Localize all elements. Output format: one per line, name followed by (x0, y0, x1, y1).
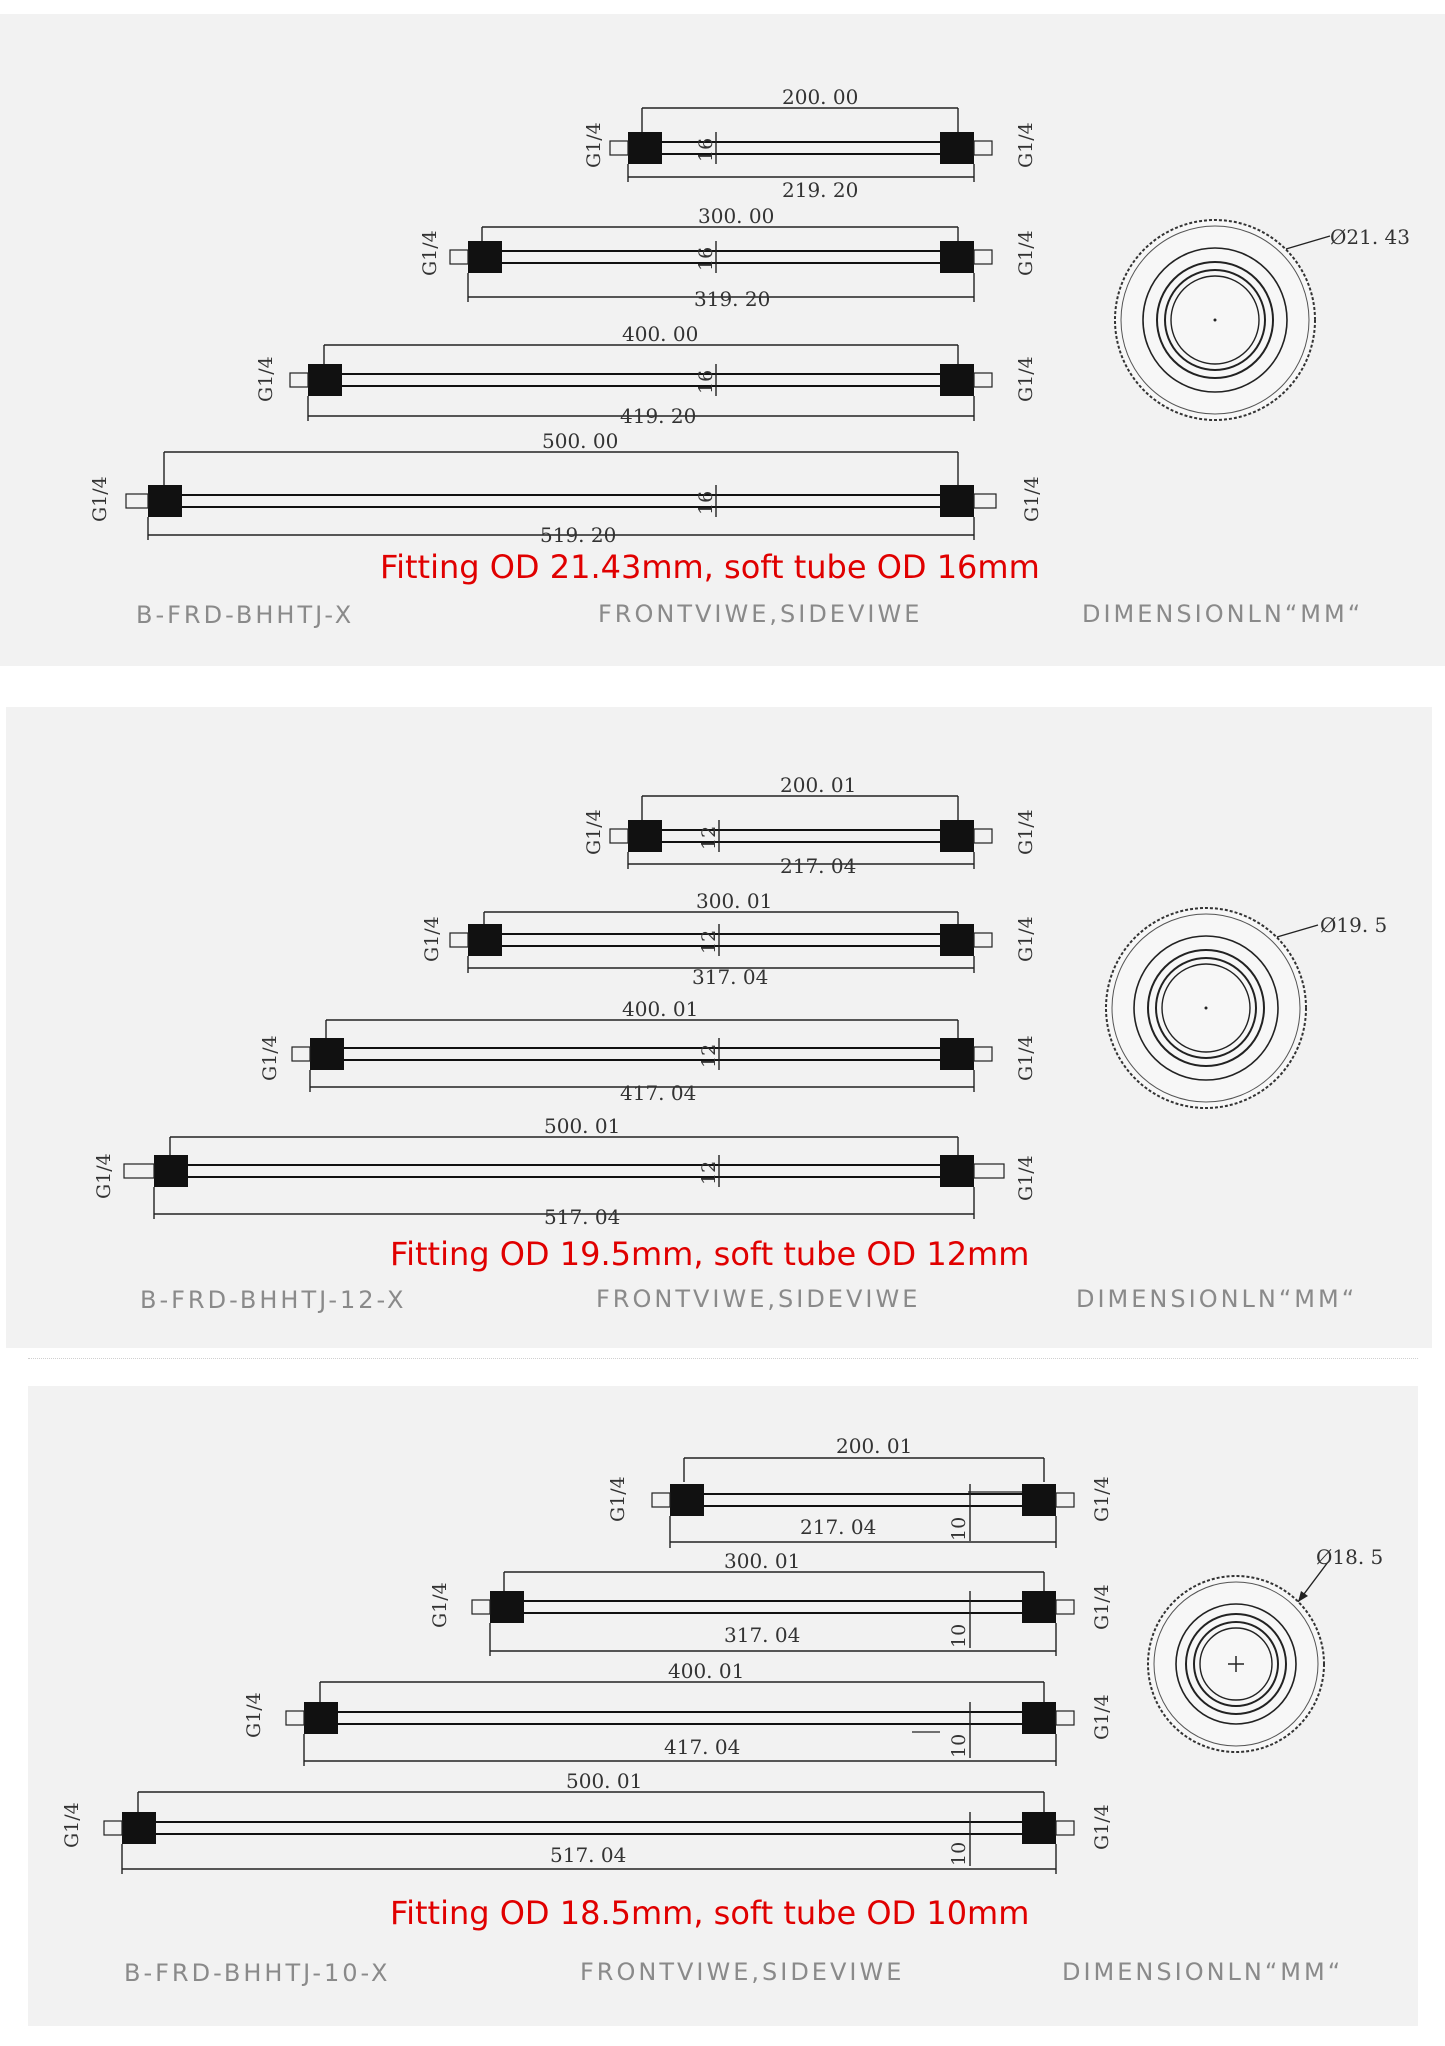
tube-od-dim: 10 (948, 1841, 970, 1866)
thread-left-label: G1/4 (583, 122, 605, 168)
tube-200 (583, 773, 1037, 878)
view-label: FRONTVIWE,SIDEVIWE (596, 1285, 921, 1313)
length-dim: 200. 01 (780, 773, 857, 797)
right-fitting (1022, 1591, 1056, 1623)
right-fitting (940, 485, 974, 517)
tube-drawings (89, 85, 1043, 547)
tube-500 (93, 1114, 1037, 1229)
tube-od-dim: 16 (695, 490, 717, 515)
thread-right-label: G1/4 (1091, 1694, 1113, 1740)
thread-left-label: G1/4 (607, 1476, 629, 1522)
unit-label: DIMENSIONLN“MM“ (1062, 1958, 1344, 1986)
thread-left-label: G1/4 (259, 1035, 281, 1081)
length-dim: 300. 00 (698, 204, 775, 228)
length-dim: 500. 00 (542, 429, 619, 453)
spec-caption: Fitting OD 21.43mm, soft tube OD 16mm (380, 548, 1040, 586)
spec-caption: Fitting OD 19.5mm, soft tube OD 12mm (390, 1235, 1030, 1273)
left-fitting (154, 1155, 188, 1187)
total-dim: 517. 04 (550, 1843, 627, 1867)
left-fitting (148, 485, 182, 517)
tube-od-dim: 16 (695, 369, 717, 394)
thread-right-label: G1/4 (1091, 1584, 1113, 1630)
total-dim: 519. 20 (540, 523, 617, 547)
diameter-dim: Ø18. 5 (1316, 1545, 1384, 1569)
left-fitting (308, 364, 342, 396)
right-fitting (940, 924, 974, 956)
length-dim: 400. 01 (668, 1659, 745, 1683)
total-dim: 217. 04 (780, 854, 857, 878)
right-fitting (940, 364, 974, 396)
tube-od-dim: 10 (948, 1733, 970, 1758)
diameter-dim: Ø21. 43 (1330, 225, 1411, 249)
right-fitting (940, 241, 974, 273)
tube-400 (243, 1659, 1113, 1766)
length-dim: 300. 01 (724, 1549, 801, 1573)
thread-left-label: G1/4 (419, 230, 441, 276)
right-fitting (940, 820, 974, 852)
thread-left-label: G1/4 (583, 809, 605, 855)
tube-od-dim: 12 (698, 1043, 720, 1068)
length-dim: 400. 01 (622, 997, 699, 1021)
tube-drawings (93, 773, 1037, 1229)
left-fitting (468, 924, 502, 956)
length-dim: 500. 01 (544, 1114, 621, 1138)
left-fitting (468, 241, 502, 273)
length-dim: 300. 01 (696, 889, 773, 913)
tube-500 (89, 429, 1043, 547)
tube-300 (429, 1549, 1113, 1656)
section-divider (28, 1358, 1418, 1359)
thread-right-label: G1/4 (1091, 1804, 1113, 1850)
total-dim: 517. 04 (544, 1205, 621, 1229)
thread-right-label: G1/4 (1015, 356, 1037, 402)
left-fitting (310, 1038, 344, 1070)
total-dim: 219. 20 (782, 178, 859, 202)
total-dim: 217. 04 (800, 1515, 877, 1539)
side-view-fitting (1115, 220, 1410, 420)
diameter-dim: Ø19. 5 (1320, 913, 1388, 937)
total-dim: 417. 04 (664, 1735, 741, 1759)
tube-od-dim: 10 (948, 1516, 970, 1541)
left-fitting (490, 1591, 524, 1623)
left-fitting (628, 820, 662, 852)
tube-od-dim: 16 (695, 246, 717, 271)
right-fitting (1022, 1484, 1056, 1516)
side-view-fitting (1148, 1545, 1383, 1752)
right-fitting (940, 132, 974, 164)
total-dim: 417. 04 (620, 1081, 697, 1105)
model-number: B-FRD-BHHTJ-10-X (124, 1959, 391, 1987)
tube-300 (421, 889, 1037, 989)
thread-right-label: G1/4 (1015, 809, 1037, 855)
thread-left-label: G1/4 (243, 1692, 265, 1738)
drawing-panel-12mm (6, 707, 1432, 1348)
thread-right-label: G1/4 (1015, 230, 1037, 276)
thread-right-label: G1/4 (1021, 476, 1043, 522)
thread-right-label: G1/4 (1015, 1035, 1037, 1081)
tube-od-dim: 12 (698, 1160, 720, 1185)
right-fitting (1022, 1702, 1056, 1734)
view-label: FRONTVIWE,SIDEVIWE (598, 600, 923, 628)
tube-200 (607, 1434, 1113, 1548)
tube-od-dim: 10 (948, 1623, 970, 1648)
thread-left-label: G1/4 (421, 916, 443, 962)
tube-200 (583, 85, 1037, 202)
thread-right-label: G1/4 (1015, 1155, 1037, 1201)
thread-right-label: G1/4 (1091, 1476, 1113, 1522)
thread-right-label: G1/4 (1015, 122, 1037, 168)
tube-400 (255, 322, 1037, 428)
view-label: FRONTVIWE,SIDEVIWE (580, 1958, 905, 1986)
model-number: B-FRD-BHHTJ-12-X (140, 1286, 407, 1314)
thread-left-label: G1/4 (429, 1582, 451, 1628)
tube-400 (259, 997, 1037, 1105)
tube-300 (419, 204, 1037, 311)
right-fitting (1022, 1812, 1056, 1844)
length-dim: 200. 01 (836, 1434, 913, 1458)
length-dim: 400. 00 (622, 322, 699, 346)
thread-left-label: G1/4 (89, 476, 111, 522)
right-fitting (940, 1155, 974, 1187)
length-dim: 200. 00 (782, 85, 859, 109)
model-number: B-FRD-BHHTJ-X (136, 601, 355, 629)
total-dim: 319. 20 (694, 287, 771, 311)
drawing-panel-10mm (28, 1386, 1418, 2026)
right-fitting (940, 1038, 974, 1070)
tube-drawings (61, 1434, 1113, 1874)
thread-right-label: G1/4 (1015, 916, 1037, 962)
tube-od-dim: 16 (695, 137, 717, 162)
unit-label: DIMENSIONLN“MM“ (1082, 600, 1364, 628)
tube-od-dim: 12 (698, 825, 720, 850)
unit-label: DIMENSIONLN“MM“ (1076, 1285, 1358, 1313)
total-dim: 419. 20 (620, 404, 697, 428)
left-fitting (122, 1812, 156, 1844)
left-fitting (304, 1702, 338, 1734)
total-dim: 317. 04 (692, 965, 769, 989)
left-fitting (670, 1484, 704, 1516)
side-view-fitting (1106, 908, 1387, 1108)
tube-od-dim: 12 (698, 929, 720, 954)
total-dim: 317. 04 (724, 1623, 801, 1647)
spec-caption: Fitting OD 18.5mm, soft tube OD 10mm (390, 1894, 1030, 1932)
drawing-panel-16mm (0, 14, 1445, 666)
length-dim: 500. 01 (566, 1769, 643, 1793)
tube-500 (61, 1769, 1113, 1874)
thread-left-label: G1/4 (255, 356, 277, 402)
left-fitting (628, 132, 662, 164)
thread-left-label: G1/4 (93, 1153, 115, 1199)
thread-left-label: G1/4 (61, 1802, 83, 1848)
